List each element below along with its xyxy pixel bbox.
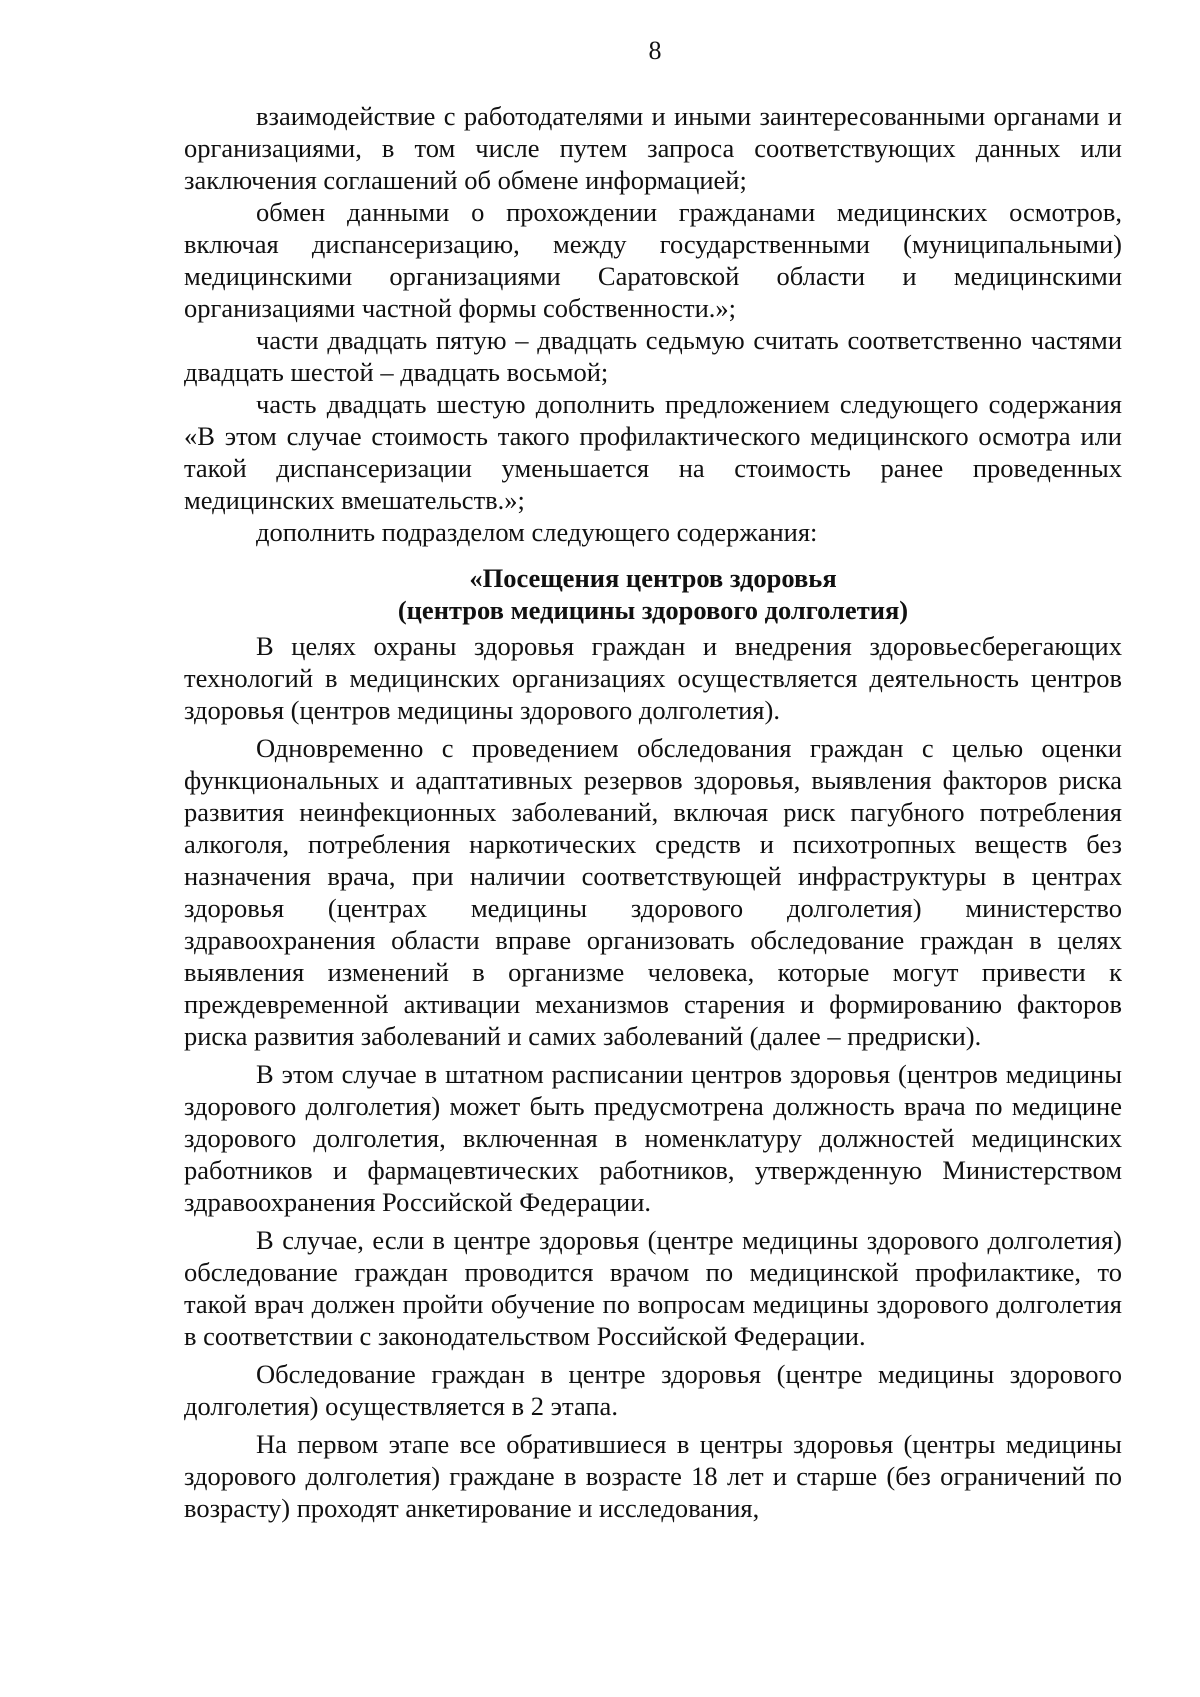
subsection-heading: [184, 562, 1122, 626]
paragraph-add-subsection: дополнить подразделом следующего содержания:: [256, 517, 818, 547]
subsection-heading-line-1: «Посещения центров здоровья: [469, 563, 837, 593]
section-paragraph-staffing: В этом случае в штатном расписании центров здоровья (центров медицины здорового долголетия) может быть предусмотрена должность врача по медицине здорового долголетия, включенная в номенклатуру должностей медицинских работников и фармацевтических работников, утвержденную Министерством здравоохранения Российской Федерации.: [184, 1059, 1122, 1217]
paragraph-parts-renumbering: части двадцать пятую – двадцать седьмую считать соответственно частями двадцать шестой – двадцать восьмой;: [184, 325, 1122, 387]
document-body: [184, 100, 1122, 1524]
paragraph-part-26-amendment: часть двадцать шестую дополнить предложением следующего содержания «В этом случае стоимость такого профилактического медицинского осмотра или такой диспансеризации уменьшается на стоимость ранее проведенных медицинских вмешательств.»;: [184, 389, 1122, 515]
section-paragraph-first-stage: На первом этапе все обратившиеся в центры здоровья (центры медицины здорового долголетия) граждане в возрасте 18 лет и старше (без ограничений по возрасту) проходят анкетирование и исследования,: [184, 1429, 1122, 1523]
section-paragraph-stages: Обследование граждан в центре здоровья (центре медицины здорового долголетия) осуществляется в 2 этапа.: [184, 1359, 1122, 1421]
page-number: 8: [648, 36, 662, 65]
paragraph-data-exchange: обмен данными о прохождении гражданами медицинских осмотров, включая диспансеризацию, между государственными (муниципальными) медицинскими организациями Саратовской области и медицинскими организациями частной формы собственности.»;: [184, 197, 1122, 323]
section-paragraph-purpose: В целях охраны здоровья граждан и внедрения здоровьесберегающих технологий в медицинских организациях осуществляется деятельность центров здоровья (центров медицины здорового долголетия).: [184, 631, 1122, 725]
section-paragraph-examination: Одновременно с проведением обследования граждан с целью оценки функциональных и адаптативных резервов здоровья, выявления факторов риска развития неинфекционных заболеваний, включая риск пагубного потребления алкоголя, потребления наркотических средств и психотропных веществ без назначения врача, при наличии соответствующей инфраструктуры в центрах здоровья (центрах медицины здорового долголетия) министерство здравоохранения области вправе организовать обследование граждан в целях выявления изменений в организме человека, которые могут привести к преждевременной активации механизмов старения и формированию факторов риска развития заболеваний и самих заболеваний (далее – предриски).: [184, 733, 1122, 1051]
subsection-heading-line-2: (центров медицины здорового долголетия): [397, 595, 909, 625]
paragraph-interaction: взаимодействие с работодателями и иными заинтересованными органами и организациями, в том числе путем запроса соответствующих данных или заключения соглашений об обмене информацией;: [184, 101, 1122, 195]
section-paragraph-training: В случае, если в центре здоровья (центре медицины здорового долголетия) обследование граждан проводится врачом по медицинской профилактике, то такой врач должен пройти обучение по вопросам медицины здорового долголетия в соответствии с законодательством Российской Федерации.: [184, 1225, 1122, 1351]
